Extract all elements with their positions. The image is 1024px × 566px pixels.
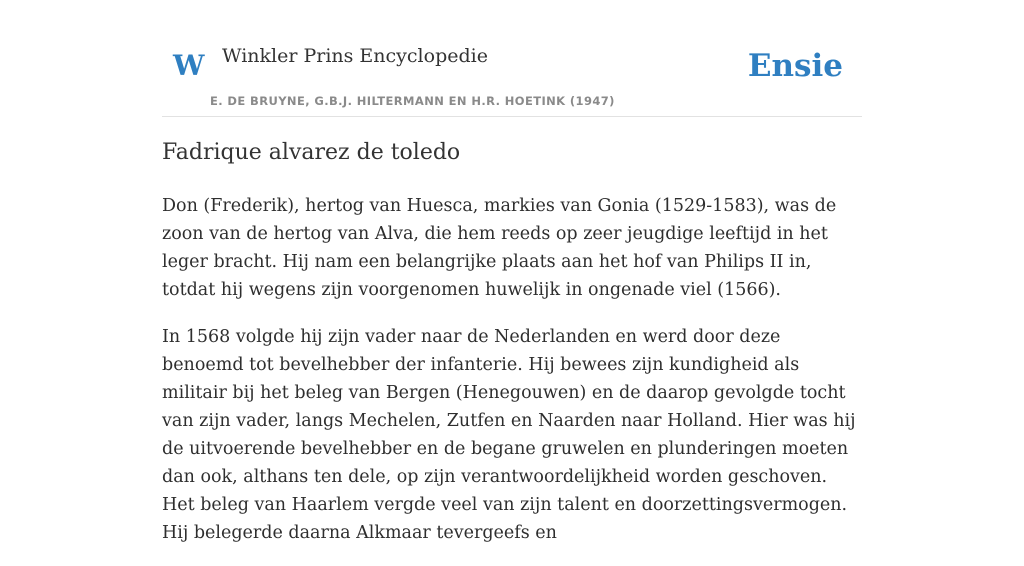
page	[162, 0, 862, 543]
ensie-brand-link[interactable]: Ensie	[747, 48, 843, 84]
site-header	[162, 0, 862, 117]
winkler-prins-logo[interactable]: W	[173, 49, 205, 82]
site-title[interactable]: Winkler Prins Encyclopedie	[222, 45, 488, 67]
site-byline: E. DE BRUYNE, G.B.J. HILTERMANN EN H.R. HOETINK (1947)	[210, 94, 615, 108]
article-paragraph: Don (Frederik), hertog van Huesca, markies van Gonia (1529-1583), was de zoon van de hertog van Alva, die hem reeds op zeer jeugdige leeftijd in het leger bracht. Hij nam een belangrijke plaats aan het hof van Philips II in, totdat hij wegens zijn voorgenomen huwelijk in ongenade viel (1566).	[162, 196, 837, 300]
article-title: Fadrique alvarez de toledo	[162, 140, 461, 165]
article-body	[162, 192, 862, 566]
article-paragraph: In 1568 volgde hij zijn vader naar de Nederlanden en werd door deze benoemd tot bevelhebber der infanterie. Hij bewees zijn kundigheid als militair bij het beleg van Bergen (Henegouwen) en de daarop gevolgde tocht van zijn vader, langs Mechelen, Zutfen en Naarden naar Holland. Hier was hij de uitvoerende bevelhebber en de begane gruwelen en plunderingen moeten dan ook, althans ten dele, op zijn verantwoordelijkheid worden geschoven. Het beleg van Haarlem vergde veel van zijn talent en doorzettingsvermogen. Hij belegerde daarna Alkmaar tevergeefs en	[162, 327, 856, 543]
